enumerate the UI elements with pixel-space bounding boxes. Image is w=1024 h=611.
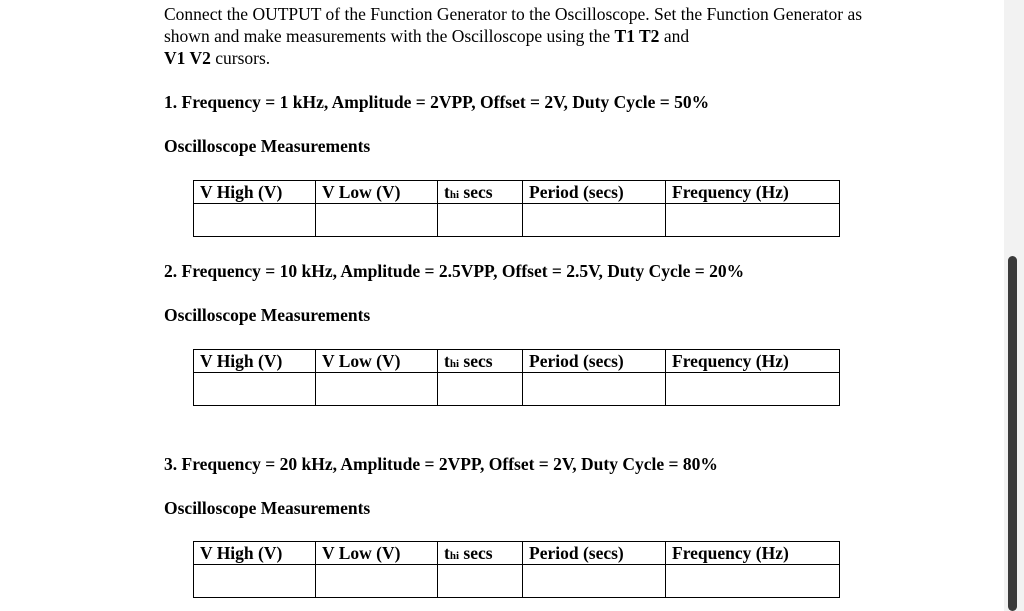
header-period: Period (secs) bbox=[523, 181, 666, 204]
settings-2: 2. Frequency = 10 kHz, Amplitude = 2.5VPP, Offset = 2.5V, Duty Cycle = 20% bbox=[164, 261, 745, 281]
cell-v-high[interactable] bbox=[194, 204, 316, 237]
cell-frequency[interactable] bbox=[666, 204, 840, 237]
cell-v-high[interactable] bbox=[194, 373, 316, 406]
instructions-text: Connect the OUTPUT of the Function Generator to the Oscilloscope. Set the Function Generator as shown and make measurements with the Oscilloscope using the bbox=[164, 4, 863, 46]
cell-period[interactable] bbox=[523, 204, 666, 237]
measurements-table-3 bbox=[193, 541, 840, 598]
cell-period[interactable] bbox=[523, 565, 666, 598]
header-v-low: V Low (V) bbox=[316, 181, 438, 204]
header-v-high: V High (V) bbox=[194, 542, 316, 565]
cell-v-low[interactable] bbox=[316, 565, 438, 598]
cell-v-low[interactable] bbox=[316, 204, 438, 237]
header-v-high: V High (V) bbox=[194, 181, 316, 204]
measurements-table-1 bbox=[193, 180, 840, 237]
table-row bbox=[194, 565, 840, 598]
header-period: Period (secs) bbox=[523, 350, 666, 373]
table-row bbox=[194, 373, 840, 406]
measurements-heading-3: Oscilloscope Measurements bbox=[164, 498, 371, 518]
header-v-high: V High (V) bbox=[194, 350, 316, 373]
header-t-hi: thi secs bbox=[438, 542, 523, 565]
cell-period[interactable] bbox=[523, 373, 666, 406]
settings-1: 1. Frequency = 1 kHz, Amplitude = 2VPP, Offset = 2V, Duty Cycle = 50% bbox=[164, 92, 710, 112]
instructions-paragraph bbox=[164, 3, 864, 69]
cell-t-hi[interactable] bbox=[438, 373, 523, 406]
cell-v-high[interactable] bbox=[194, 565, 316, 598]
header-v-low: V Low (V) bbox=[316, 350, 438, 373]
measurements-table-2 bbox=[193, 349, 840, 406]
settings-3: 3. Frequency = 20 kHz, Amplitude = 2VPP, Offset = 2V, Duty Cycle = 80% bbox=[164, 454, 718, 474]
scrollbar-thumb[interactable] bbox=[1008, 256, 1017, 611]
header-frequency: Frequency (Hz) bbox=[666, 350, 840, 373]
table-header-row bbox=[194, 181, 840, 204]
header-t-hi: thi secs bbox=[438, 350, 523, 373]
table-header-row bbox=[194, 542, 840, 565]
instructions-text-end: cursors. bbox=[210, 48, 271, 68]
measurements-heading-1: Oscilloscope Measurements bbox=[164, 136, 371, 156]
header-period: Period (secs) bbox=[523, 542, 666, 565]
header-frequency: Frequency (Hz) bbox=[666, 542, 840, 565]
cell-t-hi[interactable] bbox=[438, 565, 523, 598]
voltage-cursors-label: V1 V2 bbox=[164, 48, 211, 68]
time-cursors-label: T1 T2 bbox=[614, 26, 660, 46]
header-v-low: V Low (V) bbox=[316, 542, 438, 565]
cell-frequency[interactable] bbox=[666, 565, 840, 598]
cell-v-low[interactable] bbox=[316, 373, 438, 406]
measurements-heading-2: Oscilloscope Measurements bbox=[164, 305, 371, 325]
cell-frequency[interactable] bbox=[666, 373, 840, 406]
cell-t-hi[interactable] bbox=[438, 204, 523, 237]
header-frequency: Frequency (Hz) bbox=[666, 181, 840, 204]
header-t-hi: thi secs bbox=[438, 181, 523, 204]
table-row bbox=[194, 204, 840, 237]
instructions-text-and: and bbox=[659, 26, 690, 46]
table-header-row bbox=[194, 350, 840, 373]
